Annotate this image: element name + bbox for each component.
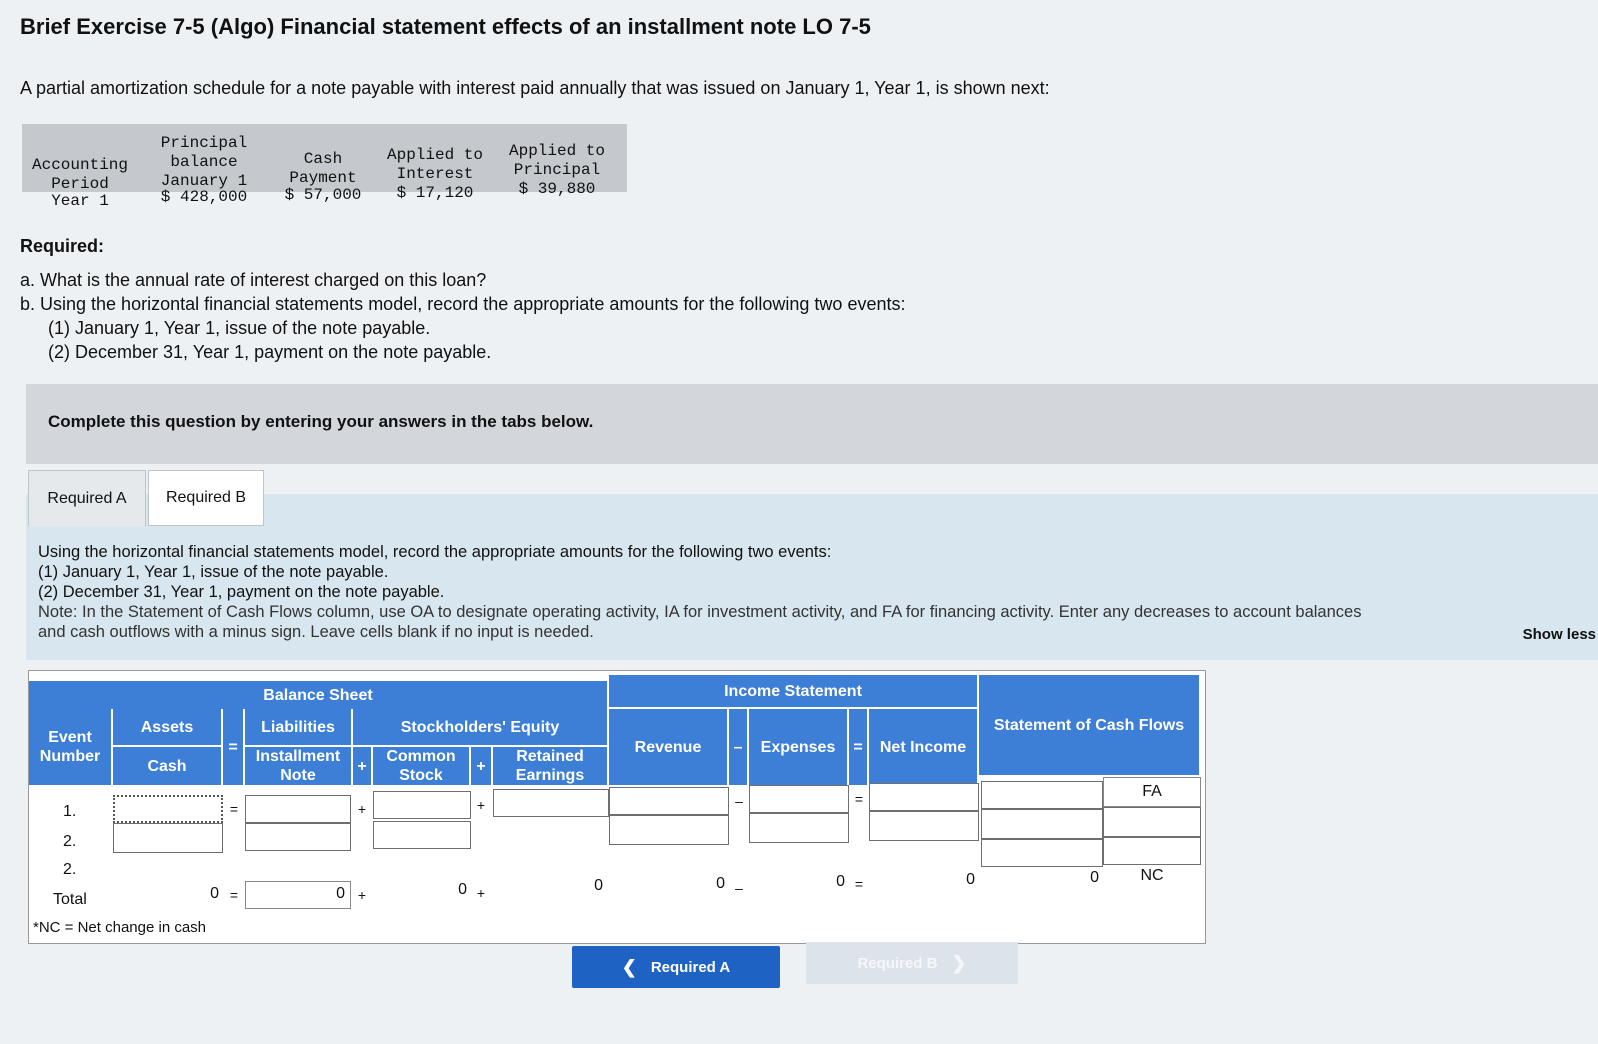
prev-required-a-button[interactable] bbox=[572, 946, 780, 988]
total-retained-earnings: 0 bbox=[594, 877, 603, 894]
total-common-stock: 0 bbox=[458, 881, 467, 898]
question-b2: (2) December 31, Year 1, payment on the note payable. bbox=[48, 342, 492, 362]
row-label-total: Total bbox=[53, 891, 87, 908]
input-revenue-2[interactable] bbox=[609, 815, 729, 845]
minus-sign: – bbox=[735, 793, 743, 809]
schedule-col-principal bbox=[152, 134, 256, 191]
input-net-income-2[interactable] bbox=[869, 811, 979, 841]
plus-sign: + bbox=[357, 887, 367, 903]
input-cash-flow-3[interactable] bbox=[981, 839, 1103, 867]
schedule-col-cash bbox=[276, 150, 370, 188]
input-common-stock-2[interactable] bbox=[373, 821, 471, 849]
amortization-schedule bbox=[22, 124, 627, 212]
input-cash-flow-1[interactable] bbox=[981, 781, 1103, 809]
schedule-header-text: Cash bbox=[303, 150, 343, 168]
event-number-header: Event Number bbox=[29, 709, 111, 785]
next-required-b-button[interactable] bbox=[806, 942, 1018, 984]
schedule-header-text: balance bbox=[170, 153, 238, 171]
minus-sign: – bbox=[729, 709, 747, 785]
schedule-col-period bbox=[28, 156, 132, 194]
row-label: 2. bbox=[63, 833, 77, 850]
schedule-col-principal-applied bbox=[502, 142, 612, 180]
questions bbox=[20, 268, 905, 364]
next-button-label: Required B bbox=[857, 954, 938, 972]
installment-note-header: Installment Note bbox=[245, 747, 351, 785]
panel-line: (2) December 31, Year 1, payment on the note payable. bbox=[38, 583, 445, 601]
cash-flows-header: Statement of Cash Flows bbox=[979, 675, 1199, 775]
total-cash-flow-activity: NC bbox=[1140, 867, 1164, 884]
equals-sign: = bbox=[223, 709, 243, 785]
tab-required-a[interactable]: Required A bbox=[28, 470, 146, 526]
total-cash: 0 bbox=[210, 885, 219, 902]
plus-sign: + bbox=[357, 801, 367, 817]
page-title: Brief Exercise 7-5 (Algo) Financial statement effects of an installment note LO 7-5 bbox=[20, 14, 871, 39]
total-note: 0 bbox=[336, 885, 345, 902]
total-cash-flow: 0 bbox=[1090, 869, 1099, 886]
plus-sign: + bbox=[471, 747, 491, 785]
input-note-2[interactable] bbox=[245, 823, 351, 851]
schedule-cell: $ 57,000 bbox=[284, 186, 362, 204]
schedule-cell: $ 428,000 bbox=[160, 188, 248, 206]
schedule-cell: $ 17,120 bbox=[396, 184, 474, 202]
chevron-right-icon: ❯ bbox=[951, 952, 967, 973]
intro-text: A partial amortization schedule for a note payable with interest paid annually that was issued on January 1, Year 1, is shown next: bbox=[20, 78, 1050, 98]
complete-text: Complete this question by entering your answers in the tabs below. bbox=[48, 412, 594, 431]
plus-sign: + bbox=[476, 885, 486, 901]
input-cash-1[interactable] bbox=[113, 795, 223, 823]
assets-header: Assets bbox=[113, 709, 221, 745]
input-expenses-1[interactable] bbox=[749, 785, 849, 813]
input-cash-flow-2[interactable] bbox=[981, 809, 1103, 839]
cash-flow-activity-1: FA bbox=[1103, 777, 1201, 807]
input-cash-2[interactable] bbox=[113, 823, 223, 853]
schedule-header-text: Accounting bbox=[31, 156, 128, 174]
show-less-link[interactable]: Show less bbox=[1522, 626, 1596, 643]
common-stock-header: Common Stock bbox=[373, 747, 469, 785]
schedule-header-text: Principal bbox=[513, 161, 601, 179]
input-expenses-2[interactable] bbox=[749, 813, 849, 843]
complete-banner bbox=[26, 384, 1598, 464]
equals-sign: = bbox=[229, 887, 239, 903]
required-heading: Required: bbox=[20, 236, 105, 256]
cash-header: Cash bbox=[113, 747, 221, 785]
total-expenses: 0 bbox=[836, 873, 845, 890]
retained-earnings-header: Retained Earnings bbox=[493, 747, 607, 785]
panel-line: (1) January 1, Year 1, issue of the note payable. bbox=[38, 563, 389, 581]
input-note-1[interactable] bbox=[245, 795, 351, 823]
question-a: a. What is the annual rate of interest charged on this loan? bbox=[20, 270, 487, 290]
schedule-header-text: January 1 bbox=[160, 172, 248, 190]
panel-note: Note: In the Statement of Cash Flows column, use OA to designate operating activity, IA for investment activity, and FA for financing activity. Enter any decreases to account balances bbox=[38, 603, 1362, 621]
input-net-income-1[interactable] bbox=[869, 783, 979, 811]
tab-required-b[interactable]: Required B bbox=[148, 470, 264, 526]
question-b: b. Using the horizontal financial statements model, record the appropriate amounts for the following two events: bbox=[20, 294, 906, 314]
liabilities-header: Liabilities bbox=[245, 709, 351, 745]
input-revenue-1[interactable] bbox=[609, 787, 729, 815]
plus-sign: + bbox=[476, 797, 486, 813]
balance-sheet-header: Balance Sheet bbox=[29, 681, 607, 709]
schedule-header-text: Interest bbox=[396, 165, 474, 183]
financial-statements-model-grid bbox=[28, 670, 1206, 944]
footnote: *NC = Net change in cash bbox=[33, 919, 207, 936]
schedule-header-text: Applied to bbox=[386, 146, 483, 164]
input-retained-earnings-1[interactable] bbox=[493, 789, 609, 817]
net-income-header: Net Income bbox=[869, 709, 977, 785]
equals-sign: = bbox=[854, 791, 864, 807]
input-common-stock-1[interactable] bbox=[373, 791, 471, 819]
input-cash-flow-activity-3[interactable] bbox=[1103, 837, 1201, 865]
equals-sign: = bbox=[854, 876, 864, 892]
panel-instructions bbox=[38, 542, 1361, 642]
income-statement-header: Income Statement bbox=[609, 675, 977, 707]
schedule-cell: $ 39,880 bbox=[518, 180, 596, 198]
question-b1: (1) January 1, Year 1, issue of the note payable. bbox=[48, 318, 431, 338]
schedule-header-text: Period bbox=[51, 175, 109, 193]
panel-line: Using the horizontal financial statements model, record the appropriate amounts for the following two events: bbox=[38, 543, 832, 561]
prev-button-label: Required A bbox=[650, 958, 731, 976]
equals-sign: = bbox=[849, 709, 867, 785]
schedule-header-text: Applied to bbox=[508, 142, 605, 160]
row-label: 1. bbox=[63, 803, 77, 820]
stockholders-equity-header: Stockholders' Equity bbox=[353, 709, 607, 745]
total-revenue: 0 bbox=[716, 875, 725, 892]
plus-sign: + bbox=[353, 747, 371, 785]
panel-note: and cash outflows with a minus sign. Leave cells blank if no input is needed. bbox=[38, 623, 594, 641]
minus-sign: – bbox=[735, 880, 743, 896]
total-net-income: 0 bbox=[966, 871, 975, 888]
chevron-left-icon: ❮ bbox=[621, 956, 637, 977]
schedule-cell: Year 1 bbox=[51, 192, 109, 210]
row-label: 2. bbox=[63, 861, 77, 878]
schedule-header-text: Payment bbox=[289, 169, 357, 187]
revenue-header: Revenue bbox=[609, 709, 727, 785]
schedule-col-interest bbox=[380, 146, 490, 184]
schedule-header-text: Principal bbox=[160, 134, 248, 152]
equals-sign: = bbox=[229, 801, 239, 817]
expenses-header: Expenses bbox=[749, 709, 847, 785]
input-cash-flow-activity-2[interactable] bbox=[1103, 807, 1201, 837]
